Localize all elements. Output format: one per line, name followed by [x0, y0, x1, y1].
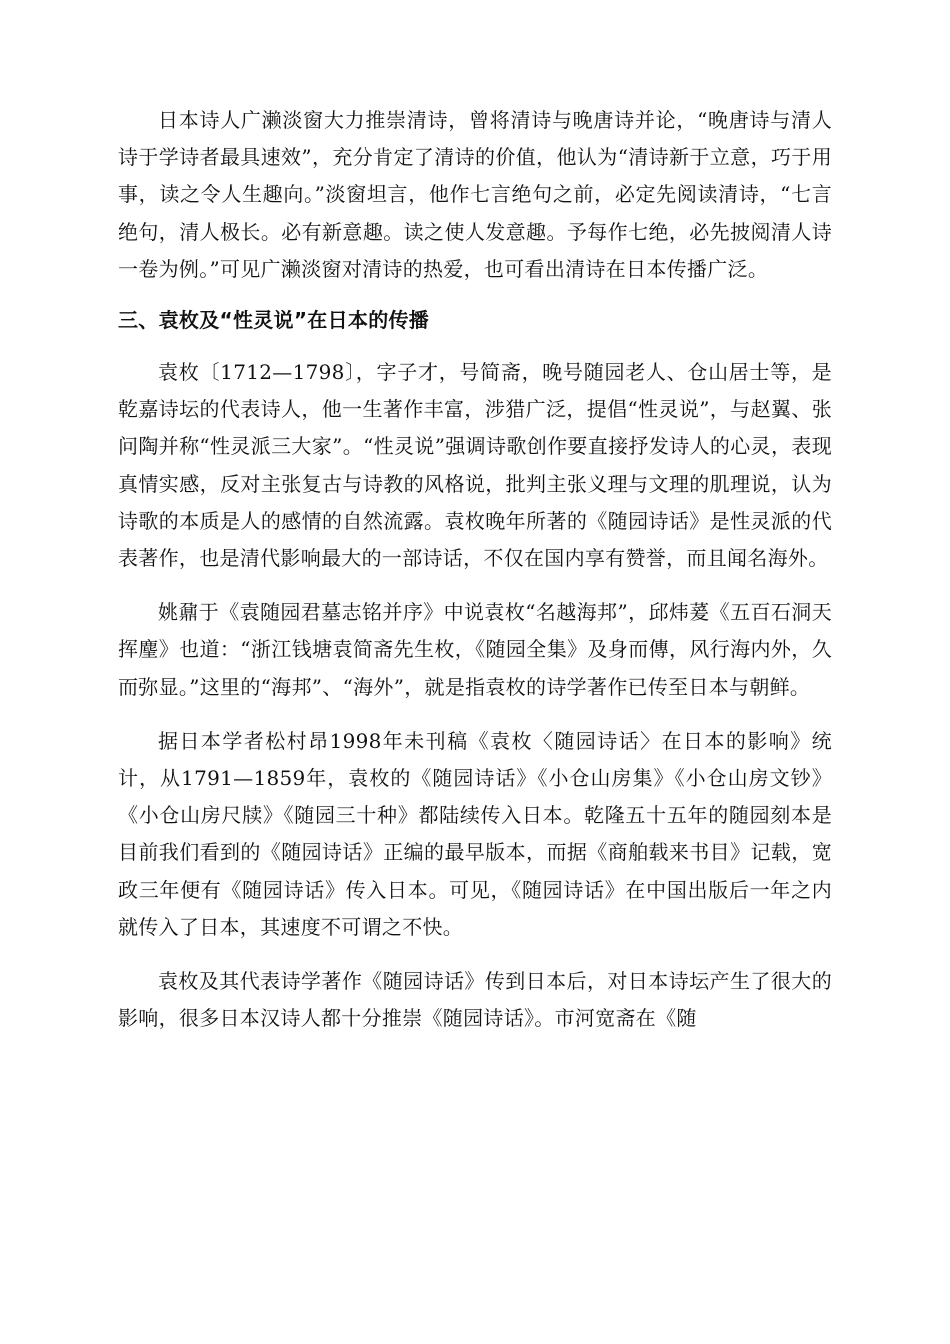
paragraph-hirose-tanso: 日本诗人广濑淡窗大力推崇清诗，曾将清诗与晚唐诗并论，“晚唐诗与清人诗于学诗者最具速效”，充分肯定了清诗的价值，他认为“清诗新于立意，巧于用事，读之令人生趣向。”淡窗坦言，他作七言绝句之前，必定先阅读清诗，“七言绝句，清人极长。必有新意趣。读之使人发意趣。予每作七绝，必先披阅清人诗一卷为例。”可见广濑淡窗对清诗的热爱，也可看出清诗在日本传播广泛。: [118, 108, 832, 281]
paragraph-yuan-mei-intro: 袁枚〔1712—1798〕，字子才，号简斋，晚号随园老人、仓山居士等，是乾嘉诗坛的代表诗人，他一生著作丰富，涉猎广泛，提倡“性灵说”，与赵翼、张问陶并称“性灵派三大家”。“性灵说”强调诗歌创作要直接抒发诗人的心灵，表现真情实感，反对主张复古与诗教的风格说，批判主张义理与文理的肌理说，认为诗歌的本质是人的感情的自然流露。袁枚晚年所著的《随园诗话》是性灵派的代表著作，也是清代影响最大的一部诗话，不仅在国内享有赞誉，而且闻名海外。: [118, 360, 832, 571]
section-heading: 三、袁枚及“性灵说”在日本的传播: [118, 308, 430, 333]
document-page: [118, 102, 832, 1037]
paragraph-matsumura: 据日本学者松村昂1998年未刊稿《袁枚〈随园诗话〉在日本的影响》统计，从1791—1859年，袁枚的《随园诗话》《小仓山房集》《小仓山房文钞》《小仓山房尺牍》《随园三十种》都陆续传入日本。乾隆五十五年的随园刻本是目前我们看到的《随园诗话》正编的最早版本，而据《商舶载来书目》记载，宽政三年便有《随园诗话》传入日本。可见，《随园诗话》在中国出版后一年之内就传入了日本，其速度不可谓之不快。: [118, 728, 832, 939]
paragraph-influence: 袁枚及其代表诗学著作《随园诗话》传到日本后，对日本诗坛产生了很大的影响，很多日本汉诗人都十分推崇《随园诗话》。市河宽斋在《随: [118, 969, 832, 1031]
paragraph-yao-nai: 姚鼐于《袁随园君墓志铭并序》中说袁枚“名越海邦”，邱炜萲《五百石洞天挥麈》也道：“浙江钱塘袁简斋先生枚，《随园全集》及身而傳，风行海内外，久而弥显。”这里的“海邦”、“海外”，就是指袁枚的诗学著作已传至日本与朝鲜。: [118, 600, 832, 699]
